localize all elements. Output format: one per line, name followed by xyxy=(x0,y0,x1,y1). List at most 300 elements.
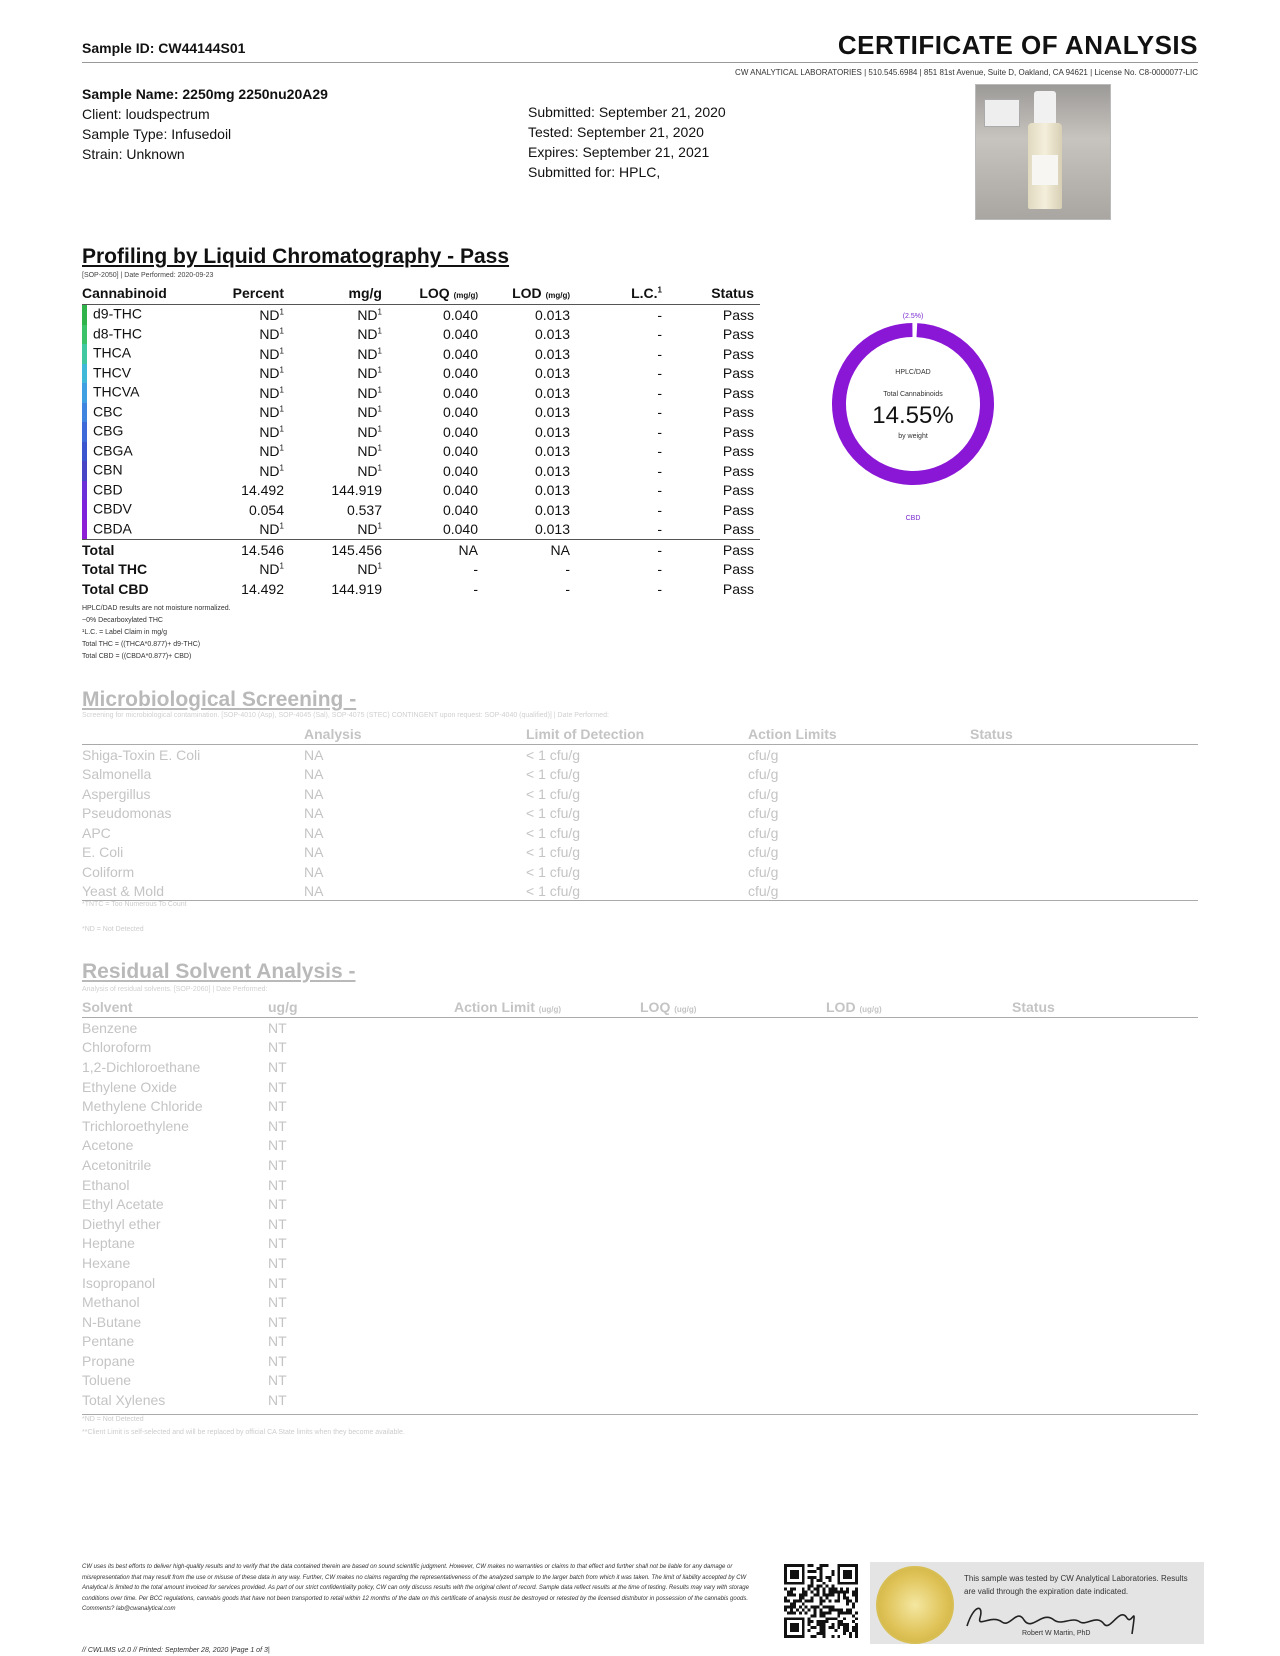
solvent-cell-empty xyxy=(454,1351,640,1371)
solvent-cell-empty xyxy=(640,1332,826,1352)
mgg-value: ND xyxy=(357,443,378,460)
nd-footnote: 1 xyxy=(377,326,382,336)
solvent-cell-empty xyxy=(826,1018,1012,1038)
cell-lc xyxy=(576,520,668,540)
solvent-cell-name: Ethanol xyxy=(82,1176,130,1193)
micro-cell-name: Pseudomonas xyxy=(82,805,172,822)
solvent-cell-name: Pentane xyxy=(82,1333,135,1350)
cell-loq xyxy=(388,344,484,364)
donut-top-label: (2.5%) xyxy=(902,313,924,320)
percent-value: 14.546 xyxy=(241,541,284,558)
micro-cell-action: cfu/g xyxy=(748,863,779,880)
solvent-cell-empty xyxy=(1012,1038,1198,1058)
cell-lc xyxy=(576,364,668,384)
mgg-value: ND xyxy=(357,326,378,343)
solvent-cell-name: Ethyl Acetate xyxy=(82,1196,164,1213)
cell-percent xyxy=(194,442,290,462)
micro-cell-analysis: NA xyxy=(304,824,324,841)
solvent-cell-empty xyxy=(1012,1155,1198,1175)
micro-cell-status xyxy=(970,882,1198,902)
cannabinoid-name: CBC xyxy=(93,402,123,419)
status-value: Pass xyxy=(722,443,754,460)
cell-percent xyxy=(194,520,290,540)
solvent-row xyxy=(82,1194,1198,1214)
cell-status xyxy=(668,560,760,580)
cell-mgg xyxy=(290,305,388,325)
percent-value: 14.492 xyxy=(241,580,284,597)
loq-value: 0.040 xyxy=(442,501,478,518)
solvent-cell-empty xyxy=(640,1136,826,1156)
cell-lc xyxy=(576,403,668,423)
loq-value: 0.040 xyxy=(442,521,478,538)
cannabinoid-color-swatch xyxy=(82,325,87,345)
solvent-row xyxy=(82,1332,1198,1352)
cell-loq xyxy=(388,383,484,403)
lod-value: 0.013 xyxy=(534,443,570,460)
cell-lod xyxy=(484,344,576,364)
solvent-cell-name: Toluene xyxy=(82,1372,132,1389)
cell-name xyxy=(82,344,194,364)
status-value: Pass xyxy=(722,326,754,343)
solvent-cell-empty xyxy=(1012,1312,1198,1332)
solvent-col-action-unit: (ug/g) xyxy=(538,1004,561,1014)
solvent-cell-empty xyxy=(454,1077,640,1097)
lod-value: 0.013 xyxy=(534,345,570,362)
solvent-cell-name: Methylene Chloride xyxy=(82,1098,203,1115)
lod-value: - xyxy=(565,580,570,597)
donut-bottom-label: CBD xyxy=(905,515,921,522)
percent-value: ND xyxy=(259,345,280,362)
loq-value: 0.040 xyxy=(442,443,478,460)
certificate-title: CERTIFICATE OF ANALYSIS xyxy=(837,30,1198,60)
solvent-cell-ugg: NT xyxy=(268,1137,287,1154)
mgg-value: ND xyxy=(357,404,378,421)
sample-name: Sample Name: 2250mg 2250nu20A29 xyxy=(82,86,328,102)
solvent-cell-name: Hexane xyxy=(82,1254,131,1271)
micro-cell-lod: < 1 cfu/g xyxy=(526,766,581,783)
solvent-cell-empty xyxy=(826,1273,1012,1293)
solvent-cell-name: Methanol xyxy=(82,1294,140,1311)
solvent-cell-empty xyxy=(454,1234,640,1254)
printed-footer: // CWLIMS v2.0 // Printed: September 28, 2020 |Page 1 of 3| xyxy=(82,1647,270,1654)
nd-footnote: 1 xyxy=(279,404,284,414)
solvent-note-client-limit: **Client Limit is self-selected and will be replaced by official CA State limits when they become available. xyxy=(82,1429,405,1436)
cannabinoid-name: CBDV xyxy=(93,500,132,517)
solvent-col-loq-unit: (ug/g) xyxy=(674,1004,697,1014)
micro-row xyxy=(82,862,1198,882)
solvent-cell-empty xyxy=(1012,1194,1198,1214)
solvent-cell-empty xyxy=(826,1116,1012,1136)
cell-loq xyxy=(388,560,484,580)
micro-cell-analysis: NA xyxy=(304,785,324,802)
col-lc-label: L.C. xyxy=(631,285,658,301)
cell-status xyxy=(668,344,760,364)
solvent-cell-empty xyxy=(826,1057,1012,1077)
solvent-cell-empty xyxy=(640,1116,826,1136)
mgg-value: ND xyxy=(357,306,378,323)
solvent-cell-empty xyxy=(640,1253,826,1273)
cannabinoid-color-swatch xyxy=(82,403,87,423)
solvent-cell-empty xyxy=(826,1390,1012,1410)
lc-value: - xyxy=(657,345,662,362)
nd-footnote: 1 xyxy=(377,404,382,414)
solvent-cell-name: Propane xyxy=(82,1352,135,1369)
cell-mgg xyxy=(290,520,388,540)
solvent-cell-empty xyxy=(454,1096,640,1116)
solvent-cell-empty xyxy=(640,1351,826,1371)
solvent-cell-empty xyxy=(454,1332,640,1352)
solvent-col-action-label: Action Limit xyxy=(454,998,535,1015)
nd-footnote: 1 xyxy=(377,463,382,473)
micro-col-lod: Limit of Detection xyxy=(526,724,748,745)
cannabinoid-row xyxy=(82,500,760,520)
micro-cell-name: Coliform xyxy=(82,863,135,880)
nd-footnote: 1 xyxy=(279,424,284,434)
cell-status xyxy=(668,442,760,462)
col-lod xyxy=(484,282,576,305)
qr-code-icon[interactable] xyxy=(784,1563,858,1639)
solvent-cell-ugg: NT xyxy=(268,1254,287,1271)
solvent-cell-empty xyxy=(640,1057,826,1077)
micro-cell-action: cfu/g xyxy=(748,766,779,783)
micro-col-status: Status xyxy=(970,724,1198,745)
solvent-cell-empty xyxy=(640,1155,826,1175)
solvent-cell-ugg: NT xyxy=(268,1058,287,1075)
cell-name xyxy=(82,540,194,560)
nd-footnote: 1 xyxy=(377,307,382,317)
submitted-date: Submitted: September 21, 2020 xyxy=(528,104,726,120)
percent-value: ND xyxy=(259,326,280,343)
solvent-cell-empty xyxy=(640,1390,826,1410)
loq-value: 0.040 xyxy=(442,345,478,362)
solvent-header-row xyxy=(82,996,1198,1018)
total-cannabinoids-donut xyxy=(818,312,1008,524)
solvent-cell-empty xyxy=(826,1155,1012,1175)
cell-loq xyxy=(388,325,484,345)
cell-mgg xyxy=(290,560,388,580)
donut-caption: Total Cannabinoids xyxy=(883,391,943,398)
micro-row xyxy=(82,823,1198,843)
percent-value: ND xyxy=(259,521,280,538)
cell-mgg xyxy=(290,422,388,442)
solvent-cell-empty xyxy=(640,1194,826,1214)
status-value: Pass xyxy=(722,345,754,362)
cannabinoid-table xyxy=(82,282,760,599)
cell-mgg xyxy=(290,579,388,599)
seal-box xyxy=(870,1562,1204,1644)
cell-name xyxy=(82,305,194,325)
mgg-value: ND xyxy=(357,561,378,578)
cell-percent xyxy=(194,461,290,481)
cell-status xyxy=(668,383,760,403)
mgg-value: ND xyxy=(357,365,378,382)
nd-footnote: 1 xyxy=(279,365,284,375)
percent-value: ND xyxy=(259,306,280,323)
cell-status xyxy=(668,481,760,501)
solvent-cell-ugg: NT xyxy=(268,1078,287,1095)
solvent-cell-ugg: NT xyxy=(268,1333,287,1350)
solvent-cell-empty xyxy=(826,1253,1012,1273)
profiling-title: Profiling by Liquid Chromatography - Pass xyxy=(82,245,510,268)
percent-value: ND xyxy=(259,423,280,440)
solvent-cell-ugg: NT xyxy=(268,1294,287,1311)
mgg-value: 144.919 xyxy=(331,580,382,597)
micro-cell-lod: < 1 cfu/g xyxy=(526,746,581,763)
cannabinoid-row xyxy=(82,442,760,462)
micro-cell-status xyxy=(970,784,1198,804)
cannabinoid-body xyxy=(82,305,760,599)
lod-value: 0.013 xyxy=(534,306,570,323)
cell-lc xyxy=(576,461,668,481)
cannabinoid-row xyxy=(82,325,760,345)
solvent-cell-ugg: NT xyxy=(268,1176,287,1193)
solvent-cell-empty xyxy=(1012,1018,1198,1038)
solvent-cell-empty xyxy=(454,1273,640,1293)
cell-status xyxy=(668,305,760,325)
solvent-cell-ugg: NT xyxy=(268,1274,287,1291)
solvent-cell-name: Chloroform xyxy=(82,1039,152,1056)
cell-loq xyxy=(388,461,484,481)
cannabinoid-color-swatch xyxy=(82,442,87,462)
cell-status xyxy=(668,500,760,520)
tested-date: Tested: September 21, 2020 xyxy=(528,124,704,140)
solvent-cell-empty xyxy=(640,1018,826,1038)
micro-col-analysis: Analysis xyxy=(304,724,526,745)
sample-type: Sample Type: Infusedoil xyxy=(82,126,232,142)
cell-lc xyxy=(576,305,668,325)
lod-value: 0.013 xyxy=(534,384,570,401)
lc-value: - xyxy=(657,404,662,421)
micro-cell-lod: < 1 cfu/g xyxy=(526,883,581,900)
sample-meta-right xyxy=(528,102,726,182)
solvent-cell-empty xyxy=(1012,1175,1198,1195)
solvent-cell-ugg: NT xyxy=(268,1117,287,1134)
nd-footnote: 1 xyxy=(279,346,284,356)
solvent-cell-empty xyxy=(454,1018,640,1038)
profiling-note: ~0% Decarboxylated THC xyxy=(82,617,163,624)
solvent-cell-empty xyxy=(640,1371,826,1391)
cannabinoid-name: THCVA xyxy=(93,383,140,400)
profiling-note: HPLC/DAD results are not moisture normalized. xyxy=(82,605,231,612)
total-row xyxy=(82,560,760,580)
percent-value: 0.054 xyxy=(248,501,284,518)
status-value: Pass xyxy=(722,482,754,499)
solvent-body xyxy=(82,1018,1198,1410)
solvent-cell-empty xyxy=(826,1351,1012,1371)
solvent-cell-ugg: NT xyxy=(268,1352,287,1369)
loq-value: 0.040 xyxy=(442,365,478,382)
cell-name xyxy=(82,364,194,384)
solvent-cell-empty xyxy=(454,1194,640,1214)
cell-percent xyxy=(194,383,290,403)
solvent-row xyxy=(82,1234,1198,1254)
cell-loq xyxy=(388,403,484,423)
solvent-cell-empty xyxy=(1012,1273,1198,1293)
solvent-cell-empty xyxy=(640,1175,826,1195)
solvent-row xyxy=(82,1371,1198,1391)
cannabinoid-header-row xyxy=(82,282,760,305)
micro-cell-action: cfu/g xyxy=(748,883,779,900)
solvent-cell-ugg: NT xyxy=(268,1313,287,1330)
micro-cell-analysis: NA xyxy=(304,844,324,861)
nd-footnote: 1 xyxy=(377,424,382,434)
lc-value: - xyxy=(657,462,662,479)
cannabinoid-row xyxy=(82,364,760,384)
percent-value: 14.492 xyxy=(241,482,284,499)
donut-unit: by weight xyxy=(898,433,928,440)
cell-mgg xyxy=(290,442,388,462)
solvent-note-nd: *ND = Not Detected xyxy=(82,1416,144,1423)
cell-name xyxy=(82,461,194,481)
micro-cell-action: cfu/g xyxy=(748,746,779,763)
micro-cell-name: Yeast & Mold xyxy=(82,883,164,900)
micro-row xyxy=(82,882,1198,902)
solvent-cell-name: Acetonitrile xyxy=(82,1156,152,1173)
solvent-row xyxy=(82,1292,1198,1312)
lc-value: - xyxy=(657,384,662,401)
solvent-cell-empty xyxy=(640,1273,826,1293)
cell-status xyxy=(668,403,760,423)
donut-value: 14.55% xyxy=(872,402,954,429)
col-loq-unit: (mg/g) xyxy=(453,291,478,300)
solvent-row xyxy=(82,1390,1198,1410)
mgg-value: ND xyxy=(357,521,378,538)
cannabinoid-name: CBG xyxy=(93,422,124,439)
solvent-col-loq xyxy=(640,996,826,1018)
solvent-cell-empty xyxy=(1012,1390,1198,1410)
expires-date: Expires: September 21, 2021 xyxy=(528,144,710,160)
solvent-cell-empty xyxy=(826,1332,1012,1352)
solvent-cell-ugg: NT xyxy=(268,1196,287,1213)
col-lc xyxy=(576,282,668,305)
micro-col-name xyxy=(82,724,304,745)
nd-footnote: 1 xyxy=(377,521,382,531)
cell-lc xyxy=(576,481,668,501)
solvent-cell-name: Isopropanol xyxy=(82,1274,156,1291)
cannabinoid-name: CBDA xyxy=(93,519,132,536)
cannabinoid-color-swatch xyxy=(82,383,87,403)
micro-cell-lod: < 1 cfu/g xyxy=(526,863,581,880)
solvent-cell-ugg: NT xyxy=(268,1235,287,1252)
mgg-value: ND xyxy=(357,462,378,479)
solvent-cell-empty xyxy=(640,1214,826,1234)
solvent-cell-name: 1,2-Dichloroethane xyxy=(82,1058,201,1075)
solvent-row xyxy=(82,1253,1198,1273)
lod-value: 0.013 xyxy=(534,521,570,538)
lod-value: 0.013 xyxy=(534,482,570,499)
percent-value: ND xyxy=(259,443,280,460)
solvent-cell-empty xyxy=(640,1038,826,1058)
cannabinoid-color-swatch xyxy=(82,520,87,540)
lc-value: - xyxy=(657,423,662,440)
cannabinoid-name: CBN xyxy=(93,461,123,478)
micro-cell-name: APC xyxy=(82,824,111,841)
micro-cell-analysis: NA xyxy=(304,805,324,822)
cell-loq xyxy=(388,305,484,325)
percent-value: ND xyxy=(259,365,280,382)
cell-percent xyxy=(194,325,290,345)
cell-percent xyxy=(194,403,290,423)
solvent-col-ugg: ug/g xyxy=(268,996,454,1018)
cell-lc xyxy=(576,325,668,345)
micro-cell-status xyxy=(970,745,1198,765)
solvent-table xyxy=(82,996,1198,1410)
cannabinoid-name: Total CBD xyxy=(82,580,149,597)
nd-footnote: 1 xyxy=(377,443,382,453)
cannabinoid-name: CBD xyxy=(93,480,123,497)
solvent-row xyxy=(82,1096,1198,1116)
cell-percent xyxy=(194,500,290,520)
status-value: Pass xyxy=(722,384,754,401)
micro-cell-lod: < 1 cfu/g xyxy=(526,785,581,802)
col-status: Status xyxy=(668,282,760,305)
micro-row xyxy=(82,784,1198,804)
solvent-row xyxy=(82,1136,1198,1156)
lod-value: 0.013 xyxy=(534,501,570,518)
solvent-row xyxy=(82,1312,1198,1332)
lod-value: 0.013 xyxy=(534,365,570,382)
cell-lc xyxy=(576,579,668,599)
cell-loq xyxy=(388,481,484,501)
donut-chart xyxy=(818,312,1008,524)
cell-name xyxy=(82,383,194,403)
solvent-cell-empty xyxy=(1012,1234,1198,1254)
submitted-for: Submitted for: HPLC, xyxy=(528,164,661,180)
cell-percent xyxy=(194,364,290,384)
solvent-cell-empty xyxy=(826,1175,1012,1195)
cannabinoid-name: Total THC xyxy=(82,561,148,578)
solvent-cell-ugg: NT xyxy=(268,1156,287,1173)
cell-percent xyxy=(194,481,290,501)
seal-text: This sample was tested by CW Analytical Laboratories. Results are valid through the expiration date indicated. xyxy=(964,1574,1188,1596)
solvent-cell-empty xyxy=(454,1038,640,1058)
cell-loq xyxy=(388,364,484,384)
cannabinoid-row xyxy=(82,481,760,501)
solvent-title: Residual Solvent Analysis - xyxy=(82,960,356,983)
micro-cell-action: cfu/g xyxy=(748,844,779,861)
solvent-cell-empty xyxy=(826,1312,1012,1332)
cannabinoid-color-swatch xyxy=(82,500,87,520)
nd-footnote: 1 xyxy=(279,561,284,571)
percent-value: ND xyxy=(259,462,280,479)
micro-cell-analysis: NA xyxy=(304,883,324,900)
cell-mgg xyxy=(290,403,388,423)
bottle-label xyxy=(1032,155,1058,185)
strain: Strain: Unknown xyxy=(82,146,185,162)
micro-cell-lod: < 1 cfu/g xyxy=(526,844,581,861)
solvent-cell-ugg: NT xyxy=(268,1372,287,1389)
sample-meta-left xyxy=(82,84,328,164)
solvent-cell-empty xyxy=(826,1234,1012,1254)
sample-photo xyxy=(975,84,1111,220)
cell-status xyxy=(668,325,760,345)
cell-mgg xyxy=(290,344,388,364)
cell-percent xyxy=(194,305,290,325)
signer-name: Robert W Martin, PhD xyxy=(1022,1630,1091,1637)
profiling-notes xyxy=(82,603,231,663)
lc-value: - xyxy=(657,521,662,538)
cell-status xyxy=(668,364,760,384)
cannabinoid-color-swatch xyxy=(82,305,87,325)
loq-value: NA xyxy=(458,541,478,558)
cell-loq xyxy=(388,540,484,560)
solvent-cell-empty xyxy=(826,1371,1012,1391)
solvent-cell-empty xyxy=(1012,1371,1198,1391)
loq-value: 0.040 xyxy=(442,306,478,323)
micro-cell-lod: < 1 cfu/g xyxy=(526,805,581,822)
solvent-cell-empty xyxy=(826,1038,1012,1058)
solvent-cell-empty xyxy=(1012,1214,1198,1234)
